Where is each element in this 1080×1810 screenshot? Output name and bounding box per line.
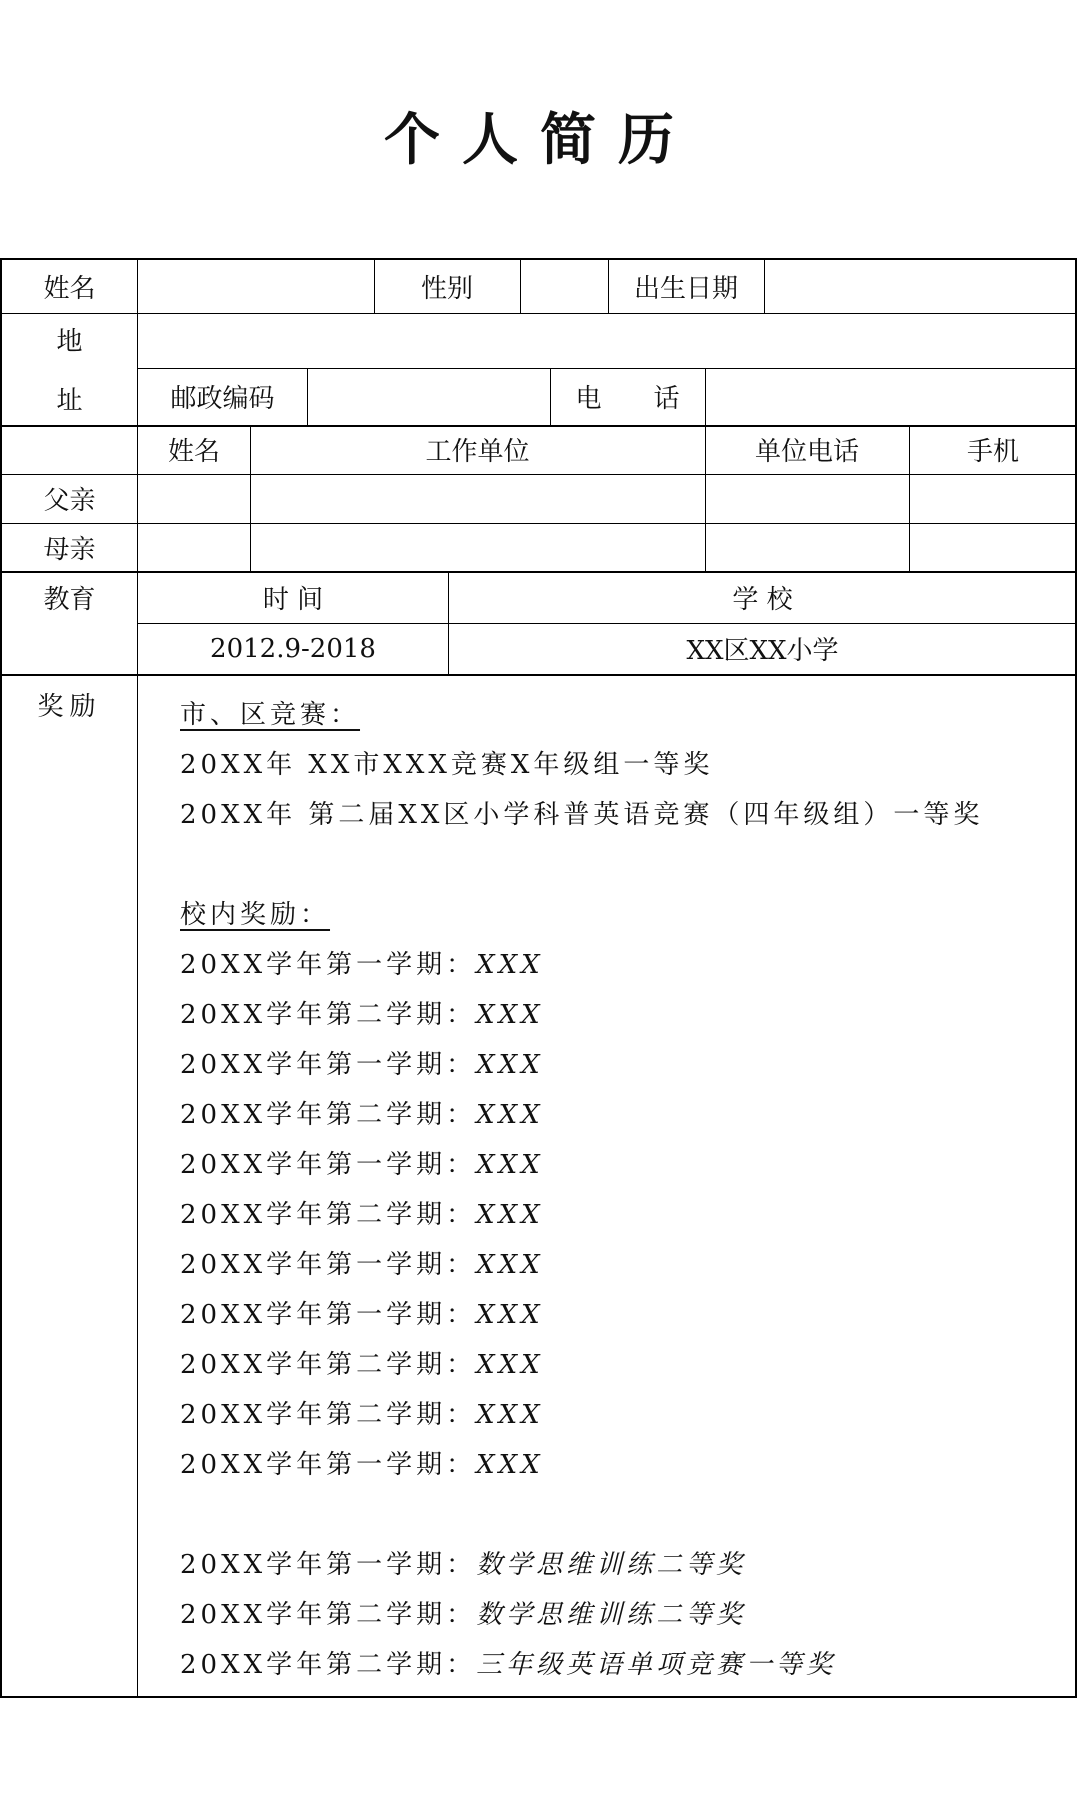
- education-label: 教育: [43, 584, 96, 615]
- award-item: [180, 940, 1070, 990]
- father-label: 父亲: [43, 486, 96, 516]
- award-item: [180, 790, 1070, 840]
- page-title: 个人简历: [384, 108, 696, 173]
- award-item: [180, 1040, 1070, 1090]
- award-item: [180, 1090, 1070, 1140]
- award-detail: 数学思维训练二等奖: [476, 1550, 747, 1580]
- award-prefix: 20XX学年第一学期：: [180, 1450, 477, 1480]
- award-prefix: 20XX学年第一学期：: [180, 1050, 477, 1080]
- award-prefix: 20XX学年第二学期：: [180, 1350, 477, 1380]
- award-item: [180, 1440, 1070, 1490]
- award-item: [180, 1590, 1070, 1640]
- award-detail: 数学思维训练二等奖: [476, 1600, 747, 1630]
- school-awards-heading: 校内奖励：: [180, 900, 331, 930]
- award-prefix: 20XX学年第二学期：: [180, 1400, 477, 1430]
- award-detail: XXX: [476, 1050, 544, 1080]
- mother-work-phone-field[interactable]: [705, 523, 909, 571]
- award-detail: XXX: [476, 1350, 544, 1380]
- city-awards-heading: 市、区竞赛：: [180, 700, 361, 730]
- award-item: [180, 1190, 1070, 1240]
- award-prefix: 20XX年 XX市XXX竞赛X年级组一等奖: [180, 750, 714, 780]
- award-prefix: 20XX学年第一学期：: [180, 1250, 477, 1280]
- awards-content: [180, 690, 1070, 1690]
- mother-name-field[interactable]: [138, 523, 250, 571]
- award-item: [180, 1340, 1070, 1390]
- father-work-field[interactable]: [250, 474, 705, 523]
- extra-awards-list: [180, 1540, 1070, 1690]
- award-prefix: 20XX年 第二届XX区小学科普英语竞赛（四年级组）一等奖: [180, 800, 984, 830]
- award-prefix: 20XX学年第一学期：: [180, 1550, 477, 1580]
- family-col-work: 工作单位: [425, 437, 530, 467]
- gender-label: 性别: [420, 274, 473, 304]
- birth-date-label: 出生日期: [633, 274, 738, 304]
- address-label: [2, 313, 137, 425]
- award-prefix: 20XX学年第一学期：: [180, 1150, 477, 1180]
- education-time-value: 2012.9-2018: [210, 633, 376, 664]
- phone-label: 电 话: [575, 384, 680, 414]
- postcode-label: 邮政编码: [170, 384, 275, 414]
- father-mobile-field[interactable]: [909, 474, 1077, 523]
- award-prefix: 20XX学年第一学期：: [180, 950, 477, 980]
- address-field[interactable]: [138, 313, 1077, 368]
- award-item: [180, 1390, 1070, 1440]
- award-detail: XXX: [476, 1000, 544, 1030]
- postcode-field[interactable]: [307, 368, 550, 425]
- award-detail: XXX: [476, 950, 544, 980]
- award-prefix: 20XX学年第二学期：: [180, 1650, 477, 1680]
- awards-label: 奖励: [37, 691, 102, 722]
- award-item: [180, 1140, 1070, 1190]
- award-prefix: 20XX学年第一学期：: [180, 1300, 477, 1330]
- education-col-school: 学 校: [732, 584, 793, 615]
- school-awards-list: [180, 940, 1070, 1490]
- gender-field[interactable]: [520, 260, 608, 313]
- city-awards-list: [180, 740, 1070, 840]
- mother-label: 母亲: [43, 534, 96, 565]
- award-prefix: 20XX学年第二学期：: [180, 1600, 477, 1630]
- award-item: [180, 1640, 1070, 1690]
- father-work-phone-field[interactable]: [705, 474, 909, 523]
- award-item: [180, 1290, 1070, 1340]
- award-detail: XXX: [476, 1100, 544, 1130]
- award-detail: XXX: [476, 1300, 544, 1330]
- family-col-work-phone: 单位电话: [754, 437, 859, 467]
- address-label-char-2: 址: [56, 386, 83, 416]
- mother-mobile-field[interactable]: [909, 523, 1077, 571]
- award-item: [180, 990, 1070, 1040]
- family-col-mobile: 手机: [966, 437, 1019, 467]
- address-label-char-1: 地: [56, 327, 83, 357]
- award-prefix: 20XX学年第二学期：: [180, 1100, 477, 1130]
- family-col-name: 姓名: [167, 437, 220, 467]
- award-prefix: 20XX学年第二学期：: [180, 1200, 477, 1230]
- award-detail: XXX: [476, 1400, 544, 1430]
- name-label: 姓名: [43, 274, 96, 304]
- award-detail: XXX: [476, 1200, 544, 1230]
- award-item: [180, 740, 1070, 790]
- birth-date-field[interactable]: [764, 260, 1077, 313]
- award-prefix: 20XX学年第二学期：: [180, 1000, 477, 1030]
- education-col-time: 时 间: [262, 584, 324, 615]
- name-field[interactable]: [138, 260, 374, 313]
- award-detail: XXX: [476, 1450, 544, 1480]
- mother-work-field[interactable]: [250, 523, 705, 571]
- father-name-field[interactable]: [138, 474, 250, 523]
- award-detail: XXX: [476, 1150, 544, 1180]
- award-detail: 三年级英语单项竞赛一等奖: [476, 1650, 837, 1680]
- phone-field[interactable]: [705, 368, 1077, 425]
- education-school-value: XX区XX小学: [686, 636, 839, 666]
- award-item: [180, 1240, 1070, 1290]
- award-detail: XXX: [476, 1250, 544, 1280]
- award-item: [180, 1540, 1070, 1590]
